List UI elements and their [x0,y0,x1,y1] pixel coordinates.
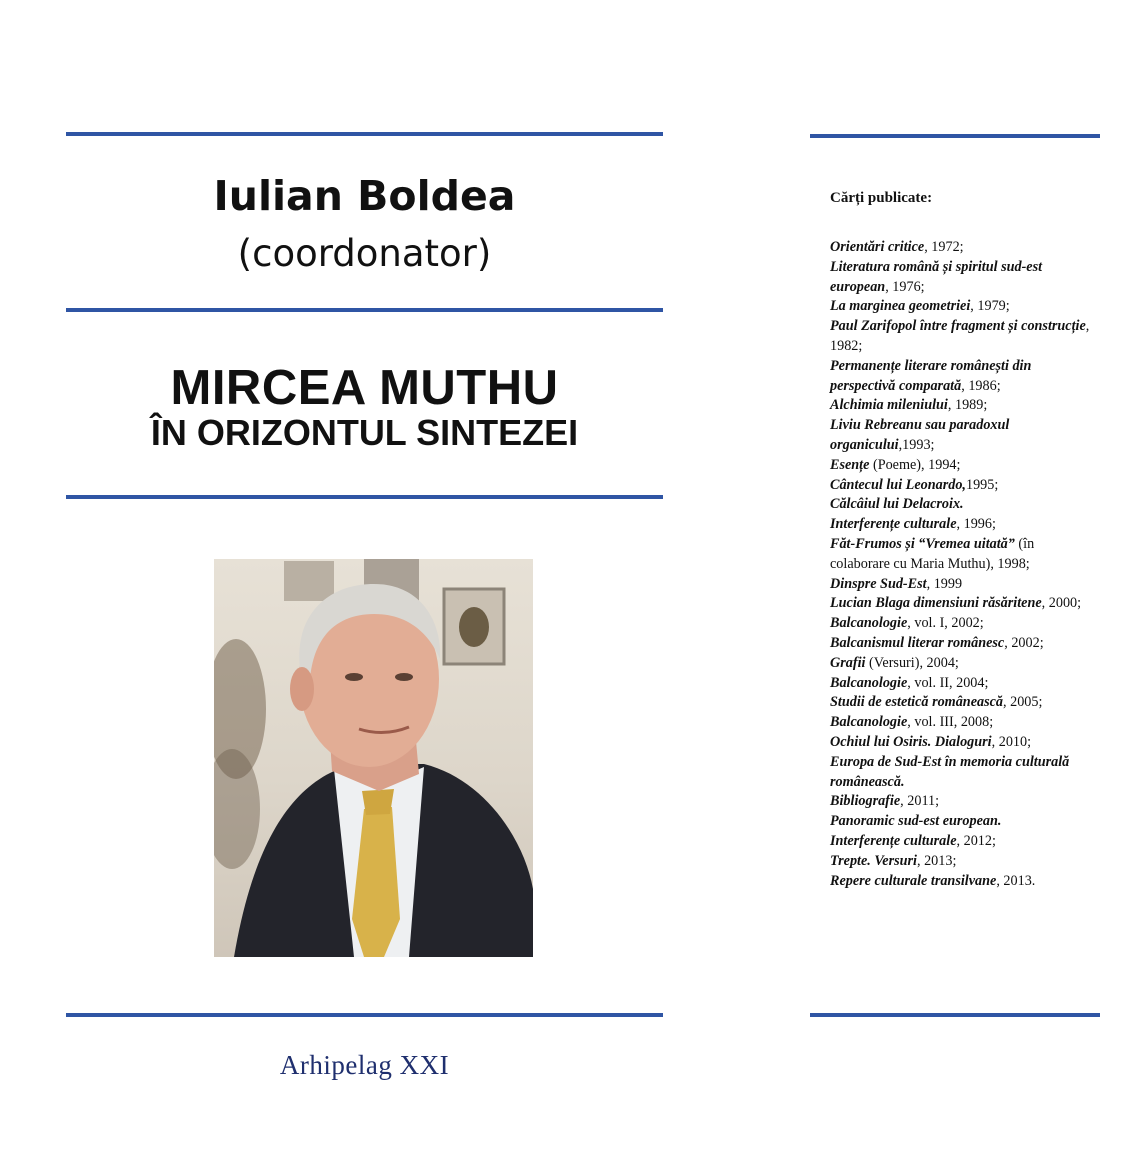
book-subtitle: ÎN ORIZONTUL SINTEZEI [150,412,579,453]
book-entry [830,495,1095,515]
front-cover [66,0,663,1153]
book-entry [830,634,1095,654]
book-entry [830,416,1095,456]
back-cover [810,0,1100,1153]
book-entry [830,872,1095,892]
book-entry [830,456,1095,476]
book-title: Călcâiul lui Delacroix. [830,496,964,513]
book-entry [830,812,1095,832]
book-details: , 2013; [916,852,957,869]
published-books-list [830,238,1095,891]
publisher-name: Arhipelag XXI [279,1050,450,1080]
book-title: Grafii [830,654,866,671]
book-details: , 1979; [970,298,1010,315]
book-title: Trepte. Versuri [830,852,917,869]
book-entry [830,575,1095,595]
book-details: , 2012; [956,832,996,849]
book-entry [830,357,1095,397]
book-title: Repere culturale transilvane [830,872,997,889]
book-title: Interferențe culturale [830,832,957,849]
book-title: Bibliografie [830,793,901,810]
book-title: Balcanismul literar românesc [830,634,1005,651]
book-title: Ochiul lui Osiris. Dialoguri [830,733,992,750]
book-details: , 2000; [1041,595,1082,612]
book-entry [830,713,1095,733]
book-entry [830,476,1095,496]
bottom-rule [66,1013,663,1017]
book-details: , 1989; [947,397,988,414]
book-title: Permanențe literare românești din perspectivă comparată [830,357,1032,394]
book-details: (în colaborare cu Maria Muthu), 1998; [830,535,1035,572]
book-details: , 2005; [1003,694,1043,711]
book-entry [830,238,1095,258]
author-name: Iulian Boldea [213,172,516,220]
portrait-illustration [214,559,533,957]
book-entry [830,693,1095,713]
book-details: , 1996; [956,516,996,533]
book-title: Lucian Blaga dimensiuni răsăritene [830,595,1042,612]
book-title: La marginea geometriei [830,298,971,315]
author-role: (coordonator) [237,232,492,275]
book-title: Panoramic sud-est european. [830,813,1002,830]
top-rule [66,132,663,136]
book-details: , vol. III, 2008; [907,714,994,731]
book-title: Balcanologie [830,714,908,731]
book-entry [830,515,1095,535]
book-title: MIRCEA MUTHU [170,361,559,415]
book-title: Alchimia mileniului [830,397,948,414]
book-entry [830,317,1095,357]
book-details: , 1982; [830,318,1090,354]
book-title: Balcanologie [830,674,908,691]
portrait-photo [214,559,533,957]
book-title: Liviu Rebreanu sau paradoxul organicului [830,417,1010,453]
book-details: , 1986; [961,377,1001,394]
title-rule [66,495,663,499]
book-entry [830,594,1095,614]
book-details: ,1993; [898,436,935,453]
book-entry [830,297,1095,317]
book-title: Literatura română și spiritul sud-est european [830,258,1043,295]
book-entry [830,396,1095,416]
published-books-heading: Cărți publicate: [830,190,933,206]
book-title: Dinspre Sud-Est [830,575,927,592]
book-details: , 1999 [926,575,963,592]
book-details: 1995; [965,476,999,493]
back-bottom-rule [810,1013,1100,1017]
book-details: , vol. II, 2004; [907,674,989,691]
book-entry [830,753,1095,793]
book-details: , 2013. [996,872,1036,889]
book-entry [830,792,1095,812]
book-entry [830,674,1095,694]
book-entry [830,852,1095,872]
book-title: Făt-Frumos și “Vremea uitată” [830,535,1015,552]
book-details: , 2010; [991,733,1032,750]
back-top-rule [810,134,1100,138]
book-details: , 1972; [924,239,964,255]
book-title: Europa de Sud-Est în memoria culturală românească. [830,753,1070,790]
book-details: , vol. I, 2002; [907,615,984,632]
book-entry [830,733,1095,753]
book-title: Paul Zarifopol între fragment și construcție [830,318,1086,335]
book-entry [830,614,1095,634]
book-title: Interferențe culturale [830,516,957,533]
book-details: , 1976; [885,278,925,295]
book-title: Esențe [830,456,870,473]
book-entry [830,654,1095,674]
book-title: Cântecul lui Leonardo, [830,476,966,493]
book-title: Balcanologie [830,615,908,632]
book-entry [830,258,1095,298]
book-title: Studii de estetică românească [830,694,1004,711]
author-rule [66,308,663,312]
book-entry [830,535,1095,575]
book-entry [830,832,1095,852]
book-title: Orientări critice [830,239,925,255]
book-details: (Versuri), 2004; [865,654,959,671]
book-details: , 2002; [1004,634,1044,651]
book-details: , 2011; [900,793,940,810]
book-details: (Poeme), 1994; [869,456,961,473]
